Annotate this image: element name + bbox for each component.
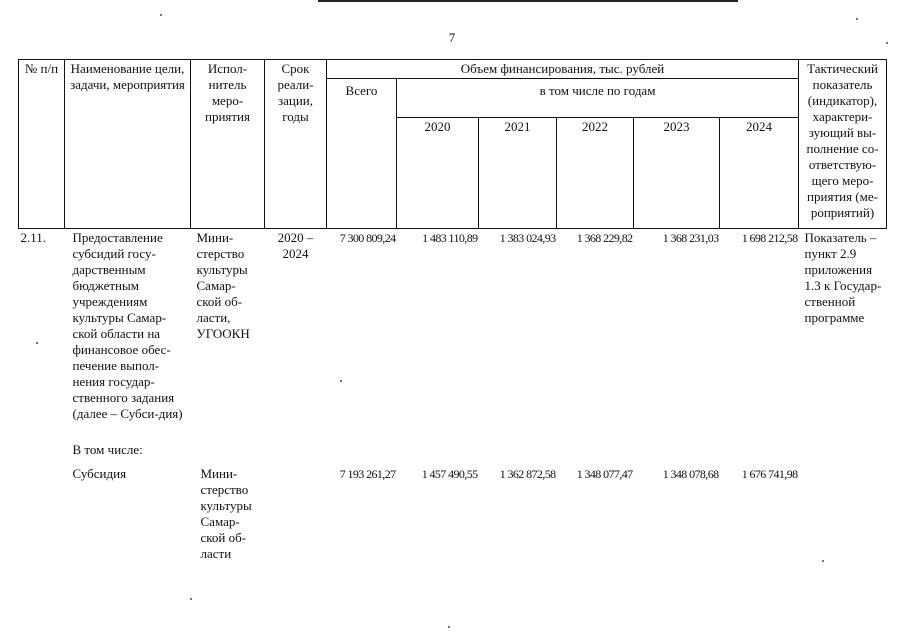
col-header-financing: Объем финансирования, тыс. рублей — [327, 60, 799, 79]
row-2024: 1 676 741,98 — [741, 467, 798, 481]
scan-speck — [160, 14, 162, 16]
row-name: Субсидия — [72, 466, 127, 481]
col-header-2022: 2022 — [557, 118, 634, 229]
executor-line: ласти — [200, 546, 232, 561]
scan-speck — [190, 598, 192, 600]
row-executor — [191, 229, 265, 423]
col-header-2021: 2021 — [479, 118, 557, 229]
col-header-name: Наименование цели, задачи, мероприятия — [65, 60, 191, 229]
row-total: 7 300 809,24 — [339, 231, 396, 245]
executor-line: ласти, — [196, 310, 231, 325]
row-2021: 1 362 872,58 — [499, 467, 556, 481]
row-2020: 1 457 490,55 — [421, 467, 478, 481]
including-label: В том числе: — [72, 442, 143, 457]
table-row — [19, 229, 887, 423]
row-2022: 1 348 077,47 — [576, 467, 633, 481]
page-number: 7 — [448, 30, 456, 45]
row-executor — [191, 462, 265, 562]
table-row — [19, 462, 887, 562]
col-header-2024: 2024 — [720, 118, 799, 229]
row-2023: 1 348 078,68 — [662, 467, 719, 481]
row-2021: 1 383 024,93 — [499, 231, 556, 245]
executor-line: Самар- — [200, 514, 240, 529]
executor-line: Мини- — [200, 466, 238, 481]
executor-line: УГООКН — [196, 326, 250, 341]
scan-speck — [886, 42, 888, 44]
col-header-2023: 2023 — [634, 118, 720, 229]
col-header-total: Всего — [327, 79, 397, 229]
row-2022: 1 368 229,82 — [576, 231, 633, 245]
executor-line: ской об- — [196, 294, 243, 309]
financing-table — [18, 59, 887, 562]
scan-speck — [856, 18, 858, 20]
executor-line: культуры — [196, 262, 248, 277]
col-header-term: Срок реали-зации, годы — [265, 60, 327, 229]
executor-line: ской об- — [200, 530, 247, 545]
header-row-1 — [19, 60, 887, 79]
row-2023: 1 368 231,03 — [662, 231, 719, 245]
executor-line: культуры — [200, 498, 252, 513]
scan-speck — [448, 626, 450, 628]
col-header-2020: 2020 — [397, 118, 479, 229]
row-indicator: Показатель – пункт 2.9 приложения 1.3 к Государ-ственной программе — [804, 230, 882, 325]
row-name: Предоставление субсидий госу-дарственным бюджетным учреждениям культуры Самар-ской области на финансовое обес-печение выпол-нения государ-ственного задания (далее – Субси-дия) — [72, 230, 183, 421]
col-header-num: № п/п — [19, 60, 65, 229]
row-total: 7 193 261,27 — [339, 467, 396, 481]
row-2020: 1 483 110,89 — [422, 231, 478, 245]
table-row-including — [19, 422, 887, 462]
col-header-indicator: Тактический показатель (индикатор), характери-зующий вы-полнение со-ответствую-щего меро-приятия (ме-роприятий) — [799, 60, 887, 229]
executor-line: стерство — [200, 482, 249, 497]
executor-line: Мини- — [196, 230, 234, 245]
col-header-executor: Испол-нитель меро-приятия — [191, 60, 265, 229]
row-term: 2020 – 2024 — [277, 230, 314, 261]
executor-line: Самар- — [196, 278, 236, 293]
col-header-by-years: в том числе по годам — [397, 79, 799, 118]
row-2024: 1 698 212,58 — [741, 231, 798, 245]
top-border-line — [318, 0, 738, 2]
row-number: 2.11. — [20, 230, 47, 245]
executor-line: стерство — [196, 246, 245, 261]
